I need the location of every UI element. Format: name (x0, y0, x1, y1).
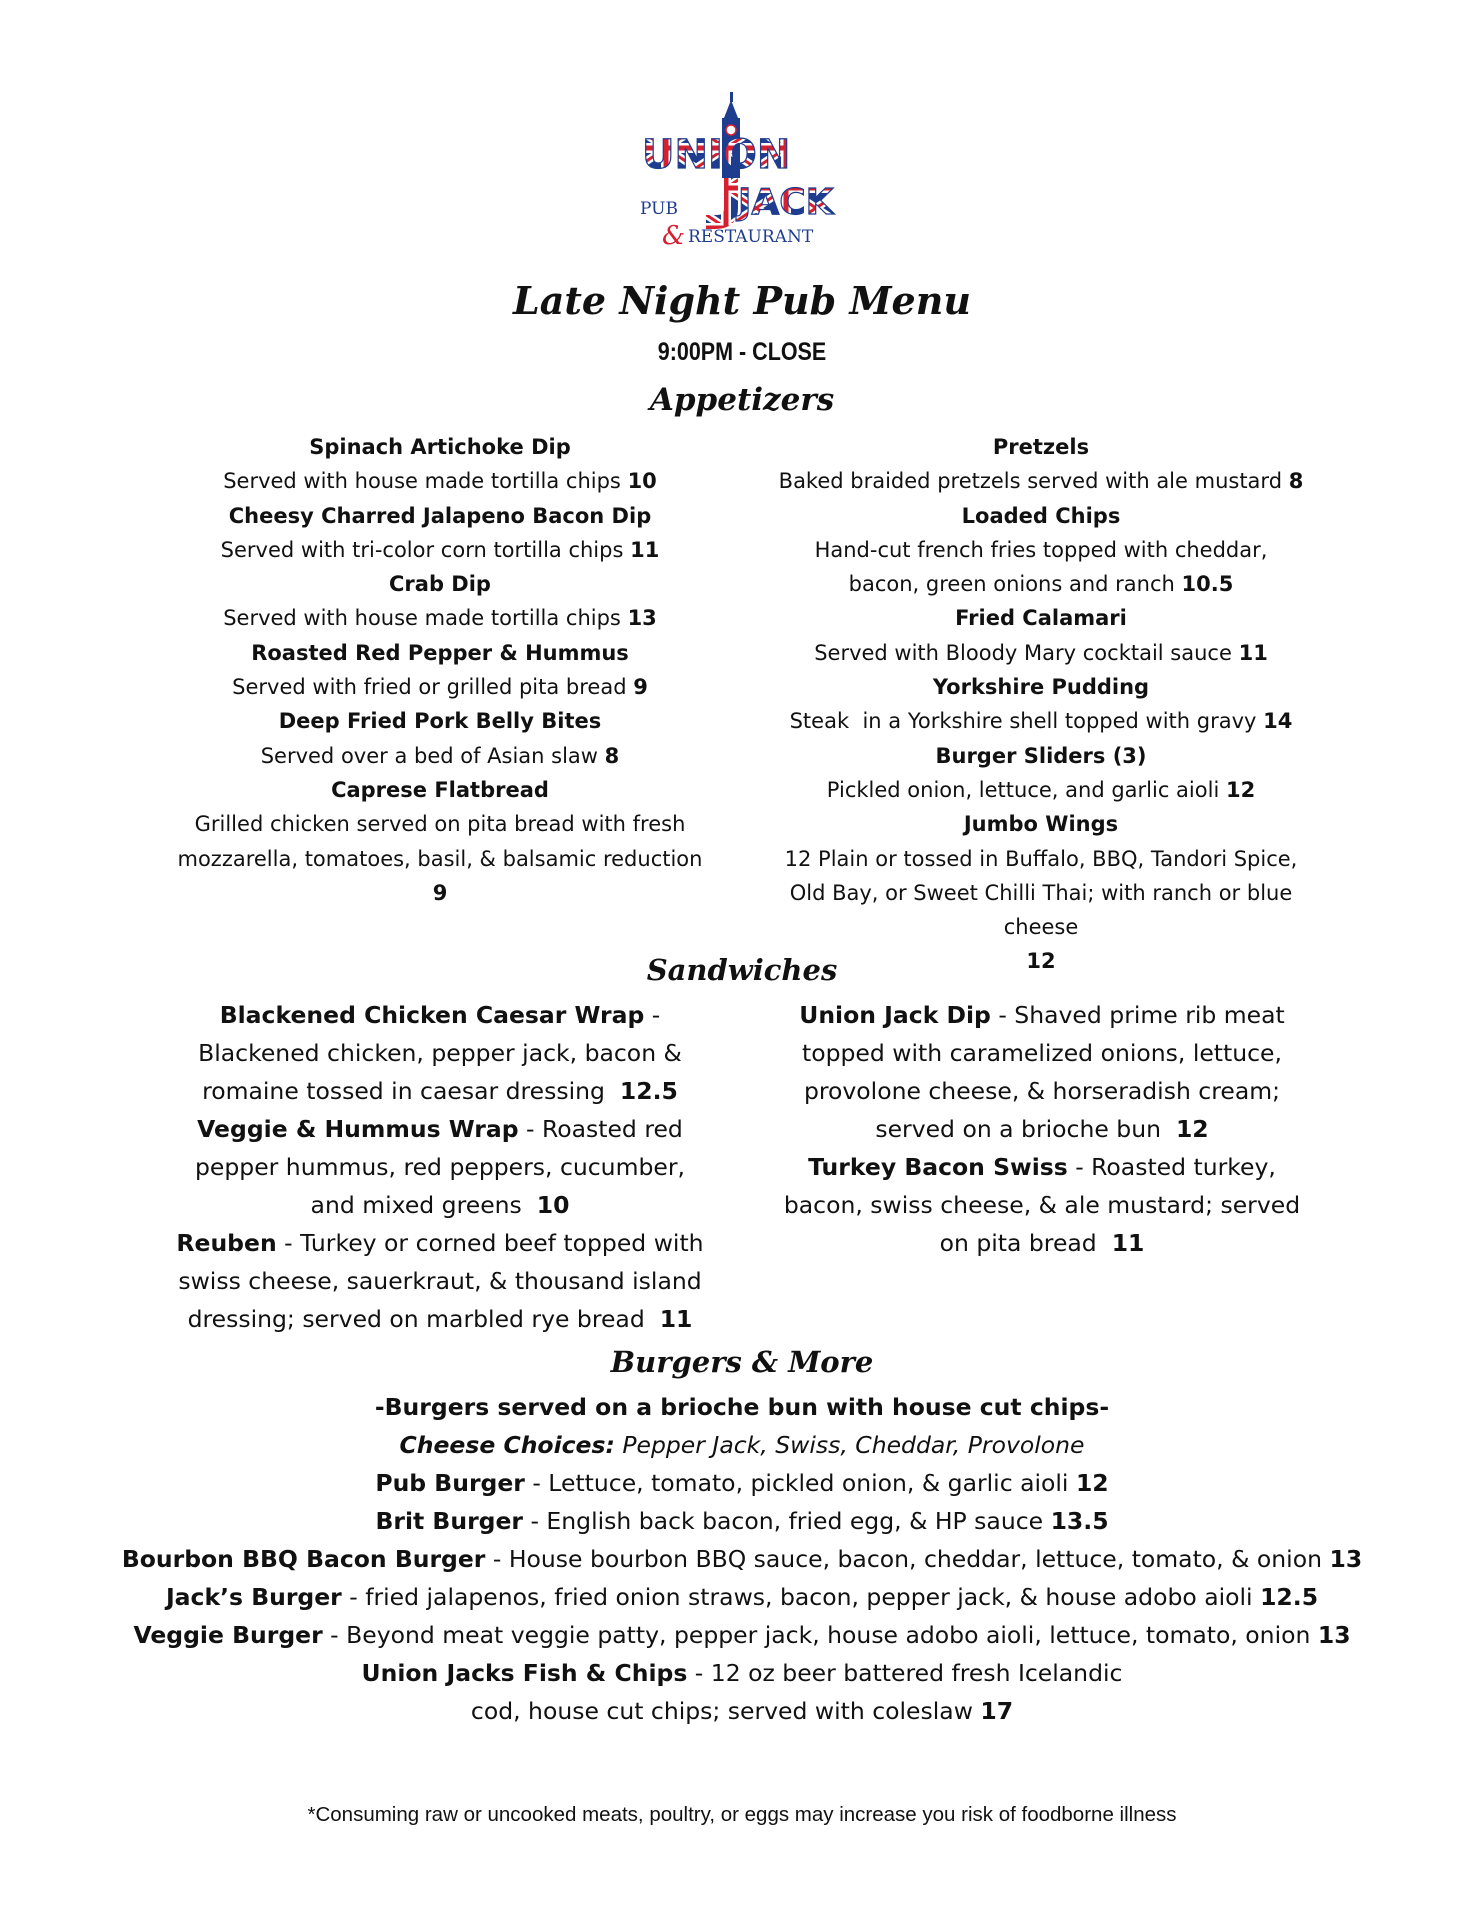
sandwich-item: Turkey Bacon Swiss - Roasted turkey, bacon, swiss cheese, & ale mustard; served on pita bread 11 (783, 1153, 1301, 1257)
menu-item-name: Crab Dip (389, 572, 491, 597)
menu-item-desc: Served over a bed of Asian slaw 8 (260, 743, 620, 768)
menu-item-name: Cheesy Charred Jalapeno Bacon Dip (228, 503, 652, 528)
svg-text:JACK: JACK (738, 182, 834, 223)
section-heading-burgers: Burgers & More (610, 1345, 874, 1379)
menu-item-desc: Served with house made tortilla chips 13 (223, 606, 657, 631)
menu-item-name: Roasted Red Pepper & Hummus (251, 640, 629, 665)
menu-item-price: 10 (536, 1191, 570, 1219)
menu-item-desc: Served with tri-color corn tortilla chips 11 (220, 537, 660, 562)
menu-item-name: Spinach Artichoke Dip (309, 435, 571, 459)
menu-item-price: 9 (633, 675, 648, 700)
sandwich-item: Union Jack Dip - Shaved prime rib meat topped with caramelized onions, lettuce, provolone cheese, & horseradish cream; served on a brioche bun 12 (799, 1001, 1285, 1143)
burger-item: Union Jacks Fish & Chips - 12 oz beer battered fresh Icelandic cod, house cut chips; served with coleslaw 17 (361, 1659, 1123, 1725)
svg-text:&: & (662, 221, 686, 251)
menu-item-price: 13.5 (1050, 1507, 1109, 1535)
menu-item-price: 12 (1175, 1115, 1209, 1143)
menu-item-desc: Hand-cut french fries topped with cheddar, bacon, green onions and ranch 10.5 (814, 537, 1268, 597)
menu-item-price: 8 (1288, 469, 1304, 494)
menu-item-price: 17 (980, 1697, 1014, 1725)
svg-text:UNION: UNION (642, 132, 791, 178)
menu-item-name: Pretzels (992, 435, 1090, 459)
menu-item-price: 12 (1026, 949, 1056, 974)
menu-item-price: 13 (1329, 1545, 1363, 1573)
menu-item-name: Loaded Chips (961, 503, 1121, 528)
menu-item-price: 9 (432, 880, 448, 905)
menu-item-desc: Pickled onion, lettuce, and garlic aioli 12 (826, 777, 1256, 802)
menu-item-desc: Served with house made tortilla chips 10 (223, 469, 657, 494)
menu-item-price: 8 (604, 743, 620, 768)
menu-item-price: 12 (1225, 777, 1256, 802)
burger-item: Veggie Burger - Beyond meat veggie patty, pepper jack, house adobo aioli, lettuce, tomato, onion 13 (133, 1621, 1351, 1649)
burger-item: Brit Burger - English back bacon, fried egg, & HP sauce 13.5 (375, 1507, 1109, 1535)
menu-item-price: 13 (1317, 1621, 1351, 1649)
menu-item-desc: Served with fried or grilled pita bread 9 (232, 675, 648, 700)
menu-item-desc: Baked braided pretzels served with ale mustard 8 (778, 469, 1304, 494)
svg-text:PUB: PUB (640, 199, 678, 219)
menu-item-price: 11 (1238, 640, 1268, 665)
menu-item-price: 13 (627, 606, 657, 631)
burger-note: -Burgers served on a brioche bun with house cut chips- (374, 1393, 1110, 1421)
menu-item-price: 11 (1111, 1229, 1145, 1257)
menu-item-name: Yorkshire Pudding (932, 675, 1150, 700)
menu-item-price: 10.5 (1181, 572, 1234, 597)
section-heading-appetizers: Appetizers (649, 382, 835, 418)
burger-item: Bourbon BBQ Bacon Burger - House bourbon BBQ sauce, bacon, cheddar, lettuce, tomato, & onion 13 (121, 1545, 1363, 1573)
menu-item-desc: Grilled chicken served on pita bread with fresh mozzarella, tomatoes, basil, & balsamic reduction 9 (177, 812, 703, 905)
burger-item: Pub Burger - Lettuce, tomato, pickled onion, & garlic aioli 12 (375, 1469, 1109, 1497)
svg-text:RESTAURANT: RESTAURANT (688, 227, 814, 247)
menu-item-name: Fried Calamari (955, 606, 1127, 631)
union-jack-logo (636, 88, 846, 260)
menu-item-price: 11 (659, 1305, 693, 1333)
menu-item-price: 11 (630, 537, 660, 562)
menu-item-name: Jumbo Wings (963, 812, 1119, 837)
menu-item-name: Burger Sliders (3) (935, 743, 1147, 768)
foodborne-illness-disclaimer: *Consuming raw or uncooked meats, poultry, or eggs may increase you risk of foodborne illness (307, 1803, 1177, 1826)
menu-item-price: 10 (627, 469, 657, 494)
menu-item-desc: 12 Plain or tossed in Buffalo, BBQ, Tandori Spice, Old Bay, or Sweet Chilli Thai; with ranch or blue cheese 12 (766, 842, 1316, 979)
burgers-section (100, 1388, 1384, 1730)
menu-item-name: Caprese Flatbread (331, 777, 549, 802)
menu-item-name: Deep Fried Pork Belly Bites (278, 709, 602, 734)
hours: 9:00PM - CLOSE (657, 338, 827, 366)
burger-item: Jack’s Burger - fried jalapenos, fried onion straws, bacon, pepper jack, & house adobo aioli 12.5 (165, 1583, 1319, 1611)
sandwich-item: Blackened Chicken Caesar Wrap - Blackened chicken, pepper jack, bacon & romaine tossed in caesar dressing 12.5 (198, 1001, 682, 1105)
menu-item-price: 12 (1075, 1469, 1109, 1497)
menu-item-price: 14 (1263, 709, 1293, 734)
sandwich-item: Reuben - Turkey or corned beef topped with swiss cheese, sauerkraut, & thousand island dressing; served on marbled rye bread 11 (176, 1229, 704, 1333)
menu-item-desc: Served with Bloody Mary cocktail sauce 11 (814, 640, 1268, 665)
section-heading-sandwiches: Sandwiches (646, 953, 838, 987)
appetizers-left-column (165, 430, 715, 910)
appetizers-right-column (766, 430, 1316, 979)
menu-item-price: 12.5 (619, 1077, 678, 1105)
menu-item-desc: Steak in a Yorkshire shell topped with gravy 14 (789, 709, 1293, 734)
cheese-choices: Cheese Choices: Pepper Jack, Swiss, Cheddar, Provolone (399, 1431, 1085, 1459)
menu-title: Late Night Pub Menu (513, 278, 971, 323)
sandwiches-left-column (170, 996, 710, 1338)
sandwich-item: Veggie & Hummus Wrap - Roasted red pepper hummus, red peppers, cucumber, and mixed greens 10 (195, 1115, 685, 1219)
menu-item-price: 12.5 (1260, 1583, 1319, 1611)
sandwiches-right-column (772, 996, 1312, 1262)
